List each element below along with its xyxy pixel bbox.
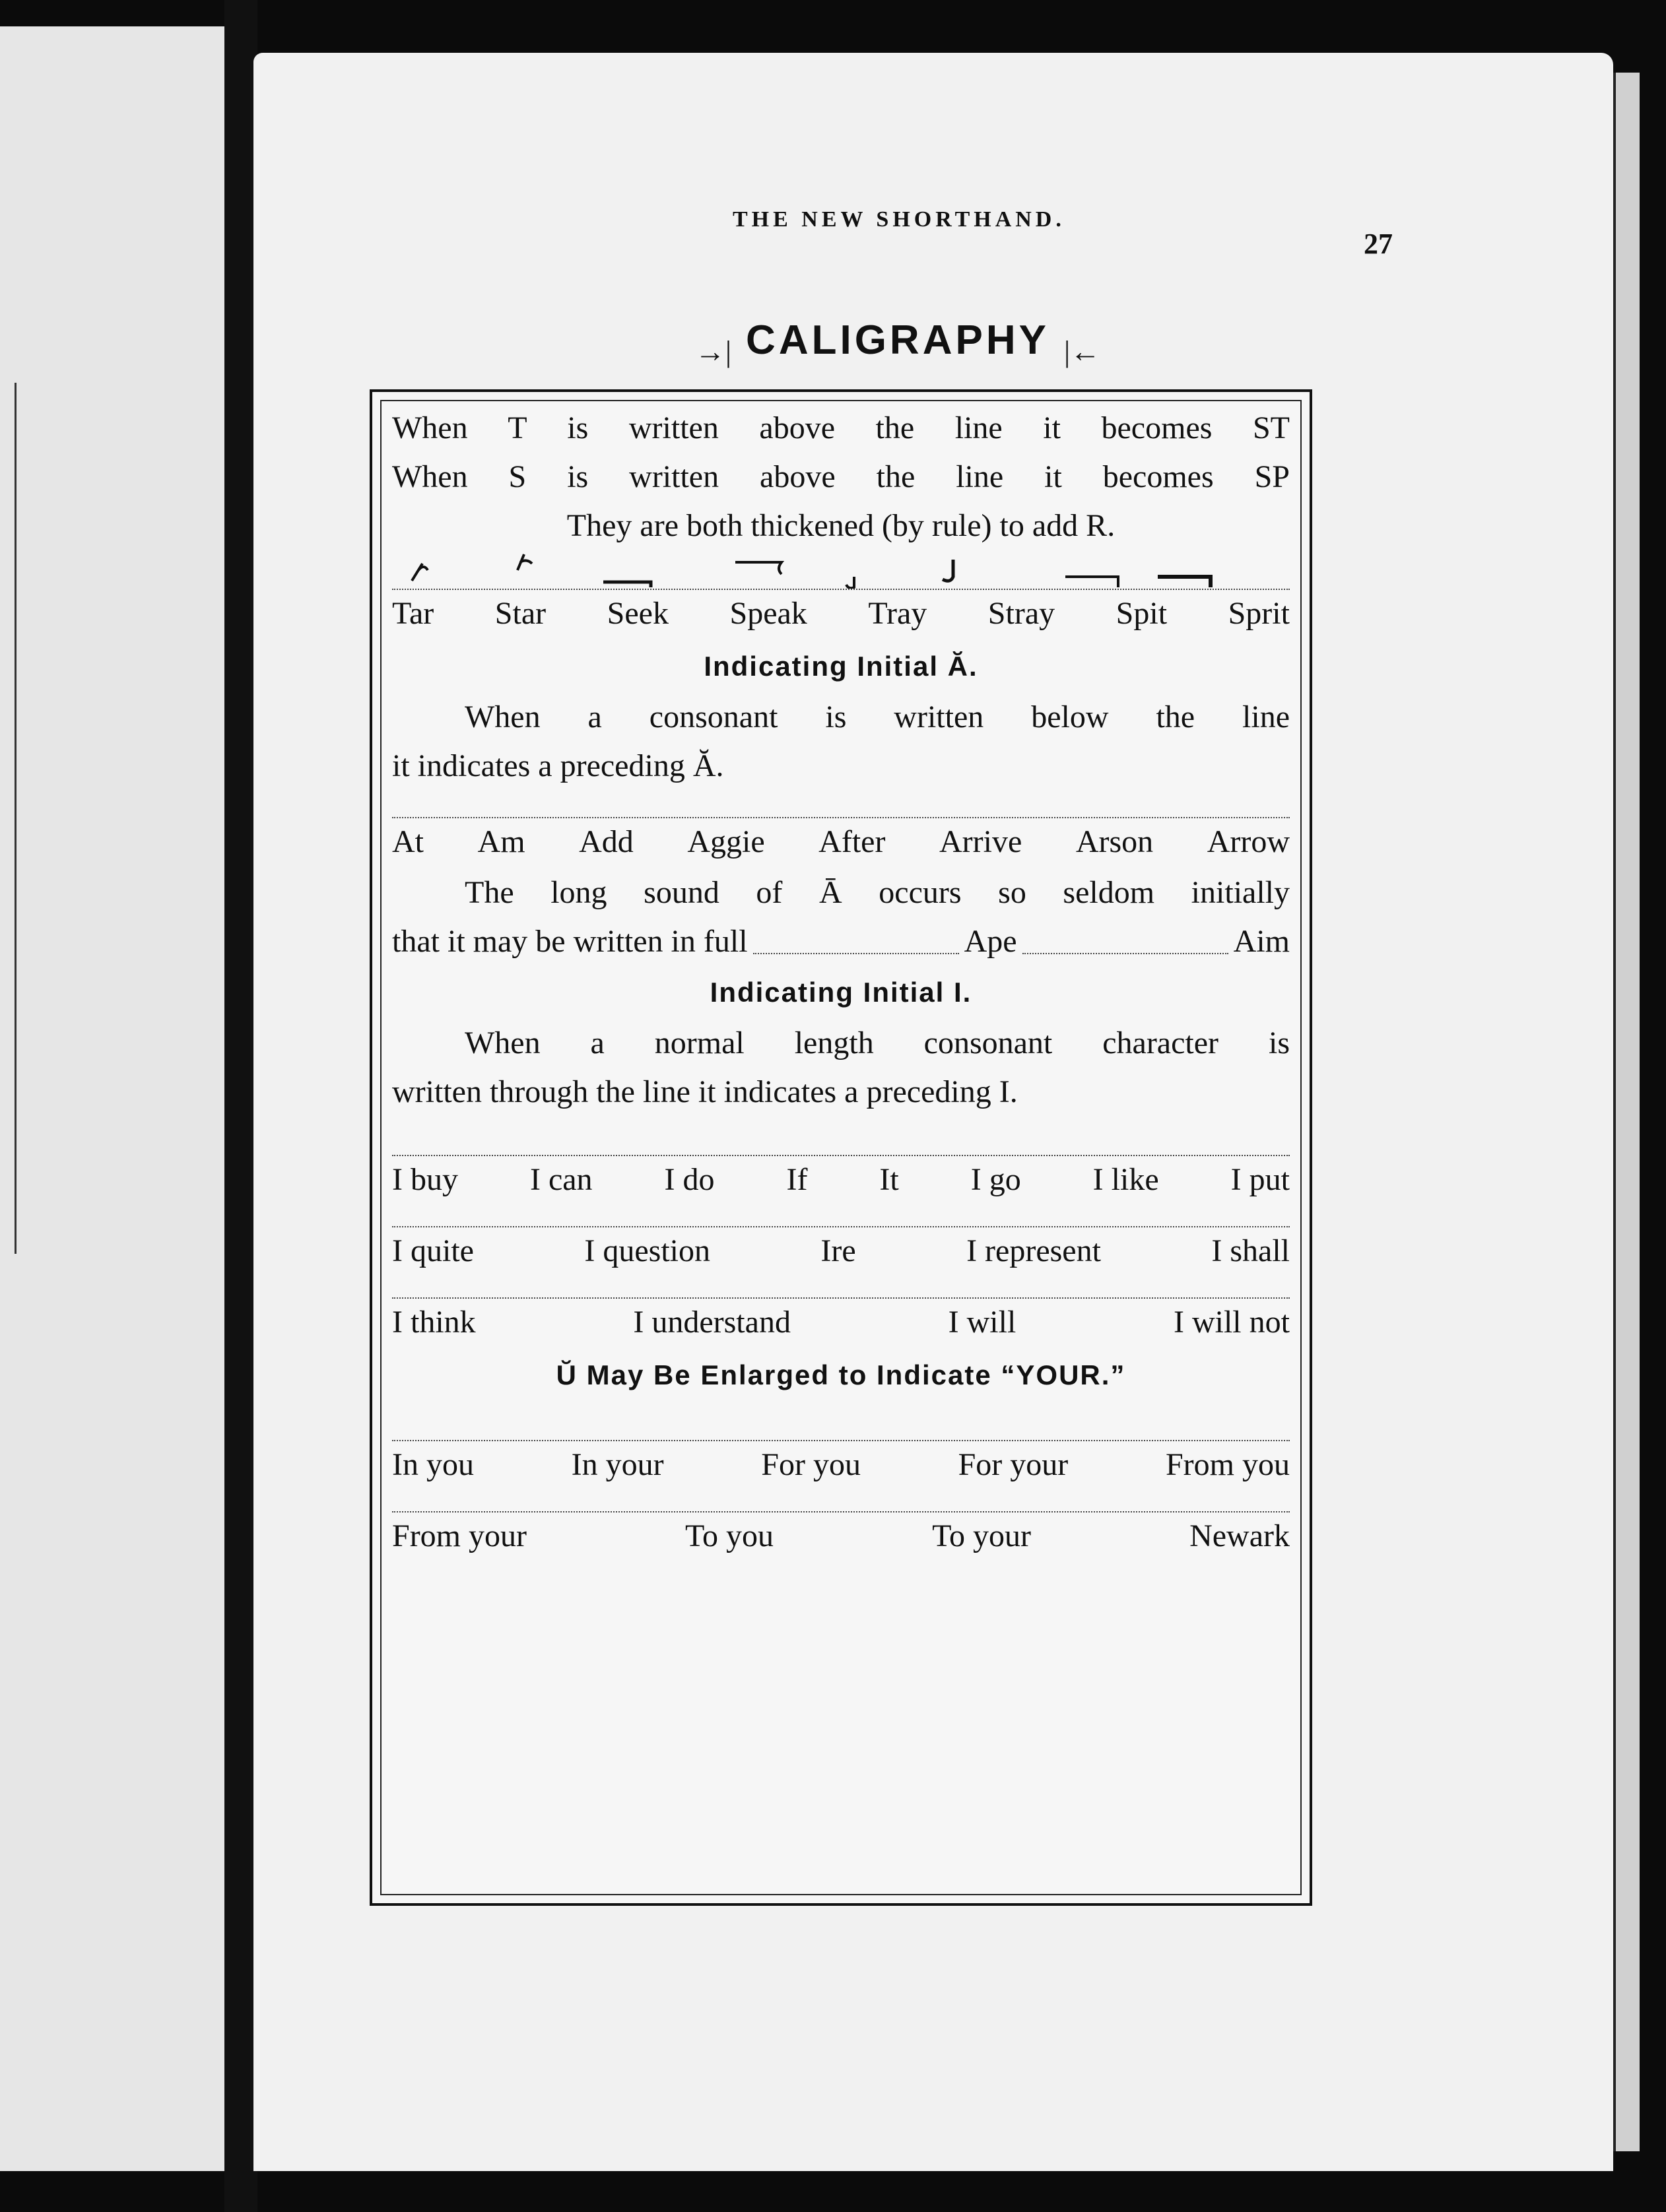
intro-line: When S is written above the line it becomes SP — [392, 459, 1290, 494]
word-label: To you — [685, 1518, 774, 1553]
initial-i-words-row — [392, 1156, 1290, 1206]
initial-a-paragraph — [392, 693, 1290, 791]
paragraph-line: it indicates a preceding Ă. — [392, 748, 724, 783]
word-label: At — [392, 824, 424, 859]
word-label: Speak — [729, 596, 807, 631]
page-title: CALIGRAPHY — [746, 317, 1050, 363]
intro-line: When T is written above the line it becomes ST — [392, 410, 1290, 445]
shorthand-strokes-row — [392, 550, 1290, 589]
word-label: From your — [392, 1518, 527, 1553]
word-label: Seek — [607, 596, 669, 631]
intro-paragraph — [392, 404, 1290, 502]
word-label: I put — [1230, 1162, 1290, 1197]
word-label: Arrive — [939, 824, 1022, 859]
word-label: Aggie — [687, 824, 765, 859]
paragraph-line: that it may be written in full — [392, 924, 748, 959]
long-a-examples — [392, 917, 1290, 966]
word-label: I buy — [392, 1162, 458, 1197]
running-head: THE NEW SHORTHAND. — [733, 207, 1065, 232]
word-label: Newark — [1189, 1518, 1290, 1553]
word-label: Arrow — [1207, 824, 1290, 859]
writing-line — [1022, 953, 1228, 954]
book-gutter — [224, 0, 257, 2212]
word-label: Am — [477, 824, 525, 859]
ornament-left-icon: →| — [694, 334, 732, 368]
paragraph-line: When a normal length consonant character is — [465, 1025, 1290, 1060]
word-label: I like — [1092, 1162, 1159, 1197]
intro-line: They are both thickened (by rule) to add R. — [566, 508, 1116, 543]
word-label: To your — [932, 1518, 1032, 1553]
word-label: Star — [494, 596, 547, 631]
page-edge — [1613, 73, 1640, 2151]
word-label: If — [786, 1162, 808, 1197]
intro-rule — [392, 502, 1290, 550]
word-label: Arson — [1075, 824, 1154, 859]
paragraph-line: The long sound of Ā occurs so seldom initially — [465, 875, 1290, 910]
section-heading-initial-a: Indicating Initial Ă. — [704, 651, 978, 682]
word-label: For your — [958, 1447, 1069, 1482]
intro-words-row — [392, 590, 1290, 640]
word-label: Stray — [987, 596, 1055, 631]
initial-a-words-row — [392, 818, 1290, 868]
left-page-frame — [0, 383, 17, 1254]
word-label: I will not — [1173, 1305, 1290, 1340]
section-heading-initial-i: Indicating Initial I. — [710, 977, 972, 1008]
word-label: I question — [584, 1233, 710, 1268]
word-label: In your — [571, 1447, 664, 1482]
word-label: It — [879, 1162, 899, 1197]
page-number: 27 — [1364, 228, 1393, 260]
word-label: Ape — [964, 924, 1017, 959]
page-header — [475, 198, 1393, 260]
word-label: I understand — [633, 1305, 791, 1340]
word-label: After — [818, 824, 886, 859]
word-label: I quite — [392, 1233, 474, 1268]
your-words-row — [392, 1441, 1290, 1491]
word-label: Add — [579, 824, 634, 859]
left-page — [0, 26, 228, 2171]
ornament-right-icon: |← — [1063, 334, 1101, 368]
word-label: I will — [948, 1305, 1016, 1340]
initial-i-words-row — [392, 1227, 1290, 1278]
paragraph-line: When a consonant is written below the line — [465, 699, 1290, 734]
initial-i-words-row — [392, 1299, 1290, 1349]
long-a-paragraph — [392, 868, 1290, 917]
word-label: Aim — [1233, 924, 1290, 959]
title-row — [660, 317, 1135, 376]
word-label: In you — [392, 1447, 474, 1482]
writing-line — [753, 953, 959, 954]
word-label: Sprit — [1228, 596, 1290, 631]
lesson-box — [370, 389, 1312, 1906]
word-label: I can — [529, 1162, 593, 1197]
initial-i-paragraph — [392, 1019, 1290, 1117]
word-label: I do — [664, 1162, 715, 1197]
shorthand-strokes-row — [392, 1117, 1290, 1155]
word-label: I think — [392, 1305, 476, 1340]
lesson-content — [392, 404, 1290, 1563]
word-label: I represent — [966, 1233, 1101, 1268]
section-heading-your: Ŭ May Be Enlarged to Indicate “YOUR.” — [556, 1359, 1126, 1390]
your-words-row — [392, 1513, 1290, 1563]
word-label: Tray — [868, 596, 927, 631]
word-label: I shall — [1211, 1233, 1290, 1268]
word-label: Ire — [820, 1233, 856, 1268]
word-label: Spit — [1116, 596, 1168, 631]
word-label: Tar — [392, 596, 434, 631]
shorthand-strokes-row — [392, 1402, 1290, 1440]
shorthand-strokes-icon — [392, 550, 1250, 589]
word-label: From you — [1165, 1447, 1290, 1482]
paragraph-line: written through the line it indicates a preceding I. — [392, 1074, 1018, 1109]
word-label: I go — [970, 1162, 1021, 1197]
word-label: For you — [761, 1447, 861, 1482]
